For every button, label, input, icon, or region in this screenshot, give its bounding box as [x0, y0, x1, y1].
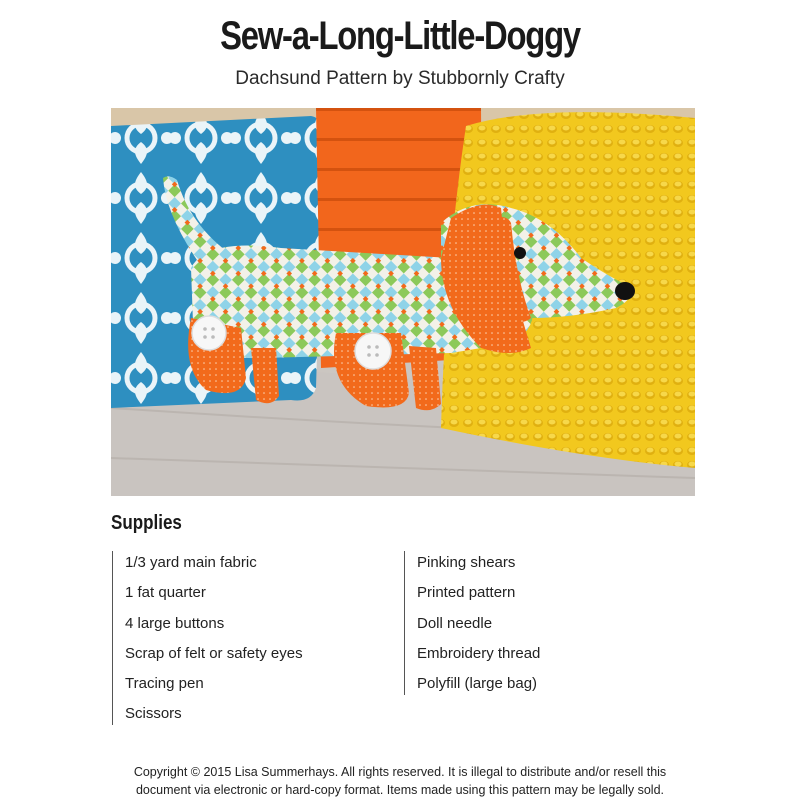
page-subtitle: Dachsund Pattern by Stubbornly Crafty [235, 68, 565, 89]
list-item: Printed pattern [417, 584, 516, 602]
list-item: Doll needle [417, 614, 493, 632]
dachshund-plush-photo [111, 108, 695, 496]
list-item: Polyfill (large bag) [417, 675, 538, 693]
supplies-heading: Supplies [111, 512, 182, 534]
list-item: Pinking shears [417, 554, 516, 571]
page-title: Sew-a-Long-Little-Doggy [220, 14, 580, 58]
list-item: Tracing pen [125, 675, 204, 693]
copyright-notice [0, 763, 800, 799]
list-item: Scissors [125, 705, 182, 723]
list-item: 1/3 yard main fabric [125, 554, 257, 571]
list-item: Scrap of felt or safety eyes [125, 644, 303, 662]
supplies-list-left [112, 551, 303, 725]
copyright-line-1: Copyright © 2015 Lisa Summerhays. All rights reserved. It is illegal to distribute and/or resell this [133, 765, 667, 779]
list-item: 4 large buttons [125, 614, 225, 632]
list-item: Embroidery thread [417, 644, 541, 662]
supplies-list-right [404, 551, 540, 695]
copyright-line-2: document via electronic or hard-copy format. Items made using this pattern may be legally sold. [135, 783, 665, 797]
list-item: 1 fat quarter [125, 584, 206, 602]
